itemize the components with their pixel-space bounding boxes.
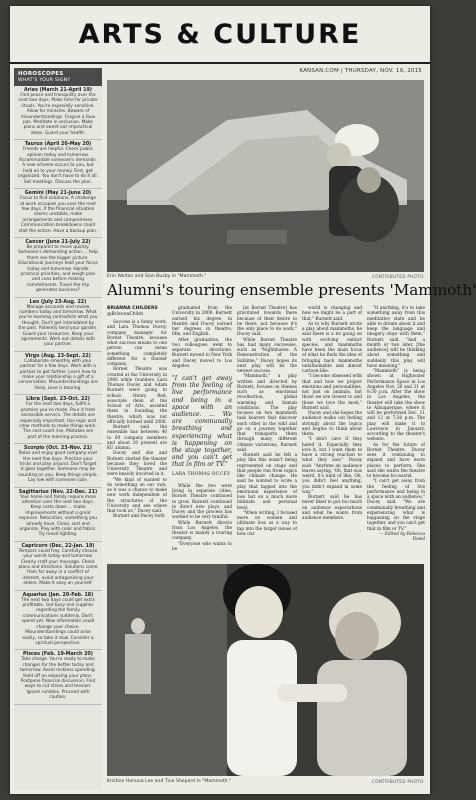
bottom-photo — [107, 564, 424, 776]
horoscope-sign — [14, 395, 102, 444]
article-paragraph: As for the future of Bornet Theatre, Ducey sees it continuing to expand and have more places to perform. She said she wants the theatre to become bi-coastal. — [367, 442, 425, 479]
article-paragraph: "Everyone who wants to be — [172, 541, 232, 552]
horoscope-sign — [14, 488, 102, 542]
article-column-5 — [367, 306, 425, 560]
horoscope-sign-text: Relax and enjoy good company over the next few days. Practice your tricks and play around. Don't forget it goes together. Someone may be counting on you. Keep things simple. Lay low with someone cute. — [18, 451, 98, 484]
article-paragraph: Burnett said he has never liked to put too much on audience expectations and what he wants from audience members. — [302, 495, 362, 521]
horoscopes-title: HOROSCOPES — [18, 71, 64, 77]
pull-quote-attribution: LARA THOMAS DUCEY — [172, 471, 231, 477]
top-photo-caption: Erin Walton and Sian Busby in "Mammoth." — [107, 274, 207, 279]
horoscope-sign-text: Manage accounts and review numbers today and tomorrow. What you're learning contradicts what you thought. Don't get intimidated by the past. Patiently tend your garden. Guard your resources. Keep your agreements. Work out details with your partner. — [18, 304, 98, 348]
article-paragraph: Ducey and she and Burnett started the theater because they loved the University Theatre and were heavily involved in it. — [107, 451, 167, 478]
article-paragraph: Bornet Theatre was created at the University in 2006 while founders Lara Thomas Ducey and Adam Burnett were going to school. Henry Red, associate dean of the School of Arts, assisted them in founding the theatre, which was not officially formed until 2008. — [107, 367, 167, 425]
horoscope-sign-name: Libra (Sept. 23-Oct. 22) — [26, 397, 90, 403]
article-paragraph: After graduation, the two colleagues went to separate directions. Burnett moved to New York and Ducey moved to Los Angeles. — [172, 337, 232, 369]
article-paragraph: [at Bornet Theatre] has gravitated towards there because of their desire to be there, not because it's the only place to do work," Ducey said. — [237, 306, 297, 338]
article-paragraph: "Mammoth" is being shown at Highwater Performance Space in Los Angeles Nov. 20 and 21 at 8:30 p.m. After the show in Los Angeles, the theater will take the show to Albuquerque, where it will be performed Dec. 11 and 12 at 7:30 p.m. The play will make it to Lawrence in January, according to the theater's website. — [367, 369, 425, 443]
article-headline: Alumni's touring ensemble presents 'Mammoth' — [107, 281, 476, 299]
article-paragraph: While Burnett directs from Los Angeles, the theater is mainly a touring company. — [172, 520, 232, 542]
horoscope-sign — [14, 298, 102, 352]
article-paragraph: "If anything, it's to take something away from this meditative state and be able to dream about it and keep the language and imagery stays with them," Burnett said. "And a month or two later, [the audience] will be thinking about something and suddenly this play will have meaning." — [367, 306, 425, 369]
horoscope-sign — [14, 650, 102, 704]
article-paragraph: graduated from the University in 2008. Burnett earned his degree in theatre and Ducey earned her degrees in theatre, film, and English. — [172, 306, 232, 338]
article-paragraph: "I can't get away from the feeling of live performance and being in a space with an audience," Ducey said. "We are communally breathing and experiencing what is happening on the stage together, and you can't get that in film or TV." — [367, 479, 425, 532]
horoscope-sign — [14, 352, 102, 395]
article-paragraph: Ducey and she hopes the audience walks out feeling strongly about the topics and begins to think about them. — [302, 411, 362, 437]
article-paragraph: Burnett said the ensemble has between 40 to 60 company members and about 20 present are KU alumni. — [107, 425, 167, 451]
horoscope-sign — [14, 542, 102, 591]
horoscope-sign-name: Scorpio (Oct. 23-Nov. 21) — [24, 446, 92, 452]
bottom-photo-caption: Kristine Hanuna Lee and Tina Shepard in "Mammoth." — [107, 779, 232, 784]
top-photo-credit: CONTRIBUTED PHOTO — [372, 274, 424, 279]
horoscope-sign-name: Gemini (May 21-June 20) — [24, 191, 92, 197]
horoscope-sign-name: Aries (March 21-April 19) — [23, 88, 92, 93]
article-paragraph: Success is a funny word, and Lara Thomas Ducey, company manager for Bornet Theatre, because what success means to one person can mean something completely different for a theater company. — [107, 320, 167, 367]
horoscope-sign-text: Friends are helpful. Check public opinion today and tomorrow. Accommodate someone's demands. A new scheme occurs to you, but hold on to your money. First, get organized. You don't have to do it all. Set meetings. Discuss the plan. — [18, 147, 98, 185]
horoscope-sign-name: Leo (July 23-Aug. 22) — [29, 299, 87, 305]
horoscope-sign-text: Take charge. You're ready to make changes for the better today and tomorrow. Avoid reckless spending. Hold off on exposing your plans. Postpone financial discussion. Find ways to cut stress and tension. Ignore rumbles. Proceed with caution. — [19, 657, 97, 701]
horoscope-sign-name: Virgo (Aug. 23-Sept. 22) — [25, 353, 91, 359]
article-paragraph: Burnett said he felt a play like this wasn't being represented on stage and that people run from topics like climate change. He said he wanted to write a play that tapped into the emotional experience of loss but on a much more intimate and personal level. — [237, 453, 297, 511]
horoscope-sign — [14, 444, 102, 487]
newspaper-page — [10, 6, 476, 794]
pull-quote-text: "I can't get away from the feeling of live performance and being in a space with an audience. ... We are communally breathing and experiencing what is happening on the stage together, and you can't get that in film or TV." — [172, 375, 232, 469]
top-photo-illustration — [107, 80, 424, 272]
horoscope-list — [14, 86, 102, 705]
article-paragraph: world is changing and how we might be a part of that," Burnett said. — [302, 306, 362, 322]
byline-handle: @BriannaChilds — [107, 311, 144, 317]
article-column-4 — [302, 306, 362, 560]
section-title: ARTS & CULTURE — [78, 19, 362, 50]
byline — [107, 306, 167, 317]
horoscope-sign-text: Find peace and tranquility over the next two days. Make time for private rituals. You're especially sensitive. Allow for miracles. Beware of misunderstandings. Forgive a faux pas. Meditate in seclusion. Make plans and sweet out impractical ideas. Guard your health. — [18, 93, 98, 136]
horoscope-sign-name: Aquarius (Jan. 20-Feb. 18) — [22, 592, 94, 598]
horoscope-sign — [14, 591, 102, 651]
top-photo — [107, 80, 424, 272]
pull-quote — [172, 375, 232, 478]
byline-name: BRIANNA CHILDERS — [107, 306, 158, 311]
horoscope-sign-text: Be prepared to move quickly. Someone's demanding action ... help them see the bigger picture. Educational journeys hold your focus today and tomorrow. Handle practical priorities, and weigh pros and cons before making commitments. Travel the trip generates business? — [18, 244, 98, 294]
horoscope-sign-name: Pisces (Feb. 19-March 20) — [23, 652, 93, 658]
horoscopes-subtitle: WHAT'S YOUR SIGN? — [18, 78, 71, 83]
horoscope-sign-text: Collaborate smoothly with your partner for a few days. Work with a partner to get farther. Learn how to make your relationship a gift of a conversation. Misunderstandings are likely. Love is bearing. — [18, 358, 98, 391]
horoscope-sign-name: Taurus (April 20-May 20) — [24, 142, 92, 148]
article-paragraph: As to why Burnett wrote a play about mammoths, he said there is a lot going on with evolving extinct species, and mammoths have been the main focus of what he finds the idea of bringing back mammoths unfathomable and almost cartoon-like. — [302, 321, 362, 374]
article-paragraph: "When writing, I focused more on women and ultimate loss as a way to tap into the larger issues of how our — [237, 510, 297, 537]
article-paragraph: While the two were living in separate cities, Bornet Theatre continued to grow. Burnett continued to direct new plays, and Ducey and the process has worked to be very tandful. — [172, 483, 232, 521]
article-column-3 — [237, 306, 297, 560]
horoscope-sign-name: Cancer (June 21-July 22) — [25, 239, 91, 245]
horoscope-sign — [14, 238, 102, 298]
article-paragraph: "Mammoth," a play written and directed by Burnett, focuses on themes such as emotional recollection, global warming and human conditions. The play focuses on two mammoth task bearers that discover each other in the wild and go on a journey together that transports them through many different climate variations, Burnett said. — [237, 374, 297, 453]
article-paragraph: "I become obsessed with that and how we project emotions and personalities, not just on animals, but those we are closest to and those we love the most," Burnett said. — [302, 374, 362, 411]
bottom-photo-illustration — [107, 564, 424, 776]
horoscope-sign-text: The next two days could get extra profitable. Get busy and supplies regarding the family communications suddenly. Don't spend yet. New information could change your choice. Misunderstandings could arise easily, so take it slow. Consider a spiritual perspective. — [21, 597, 95, 646]
article-column-1 — [107, 320, 167, 560]
horoscope-sign-text: Focus to find solutions. A challenge at work occupies you over the next few days. If the financial situation seems unstable, make arrangements and compromises. Communication breakdowns could stall the action. Have a backup plan. — [18, 196, 98, 234]
article-paragraph: "We kind of wanted to do something on our own, as it was a chance to make new work independent of the structures of the University and see where that took us," Ducey said. — [107, 477, 167, 514]
masthead — [10, 6, 430, 64]
dateline: KANSAN.COM | THURSDAY, NOV. 19, 2015 — [299, 68, 422, 74]
article-paragraph: Burnett and Ducey both — [113, 514, 165, 520]
horoscopes-sidebar — [14, 68, 102, 790]
horoscope-sign-text: For the next two days, fulfill a promise you've made. Pour it from accessible service. The details are especially important. Use logic and clear methods to make things work. The cost could rise. Mistakes are part of the learning process. — [19, 402, 97, 440]
article-paragraph: "I don't care if they hated it. Especially they love it, but I want them to have a strong reaction to what they saw," Ducey said. "Anytime an audience leaves saying, 'Oh, that was weird, it's kind of like, Oh, you didn't feel anything, you didn't expand in some way." — [302, 437, 362, 495]
horoscope-sign-text: Your home and family require more attention over the next two days. Keep costs down ... make improvements without a great expense. Relocation, something you already have. Clean, sort and organize. Play with color and fabric. Try mood lighting. — [18, 494, 98, 538]
editor-signoff: — Edited by Rebecca Dowd — [379, 531, 425, 542]
horoscope-sign — [14, 140, 102, 189]
horoscopes-header — [14, 68, 102, 86]
article-paragraph: While Bornet Theatre has had many successes, such as "Nightmares: A Demonstration of the Sublime," Ducey hopes its next play will be the newest success. — [237, 337, 297, 374]
horoscope-sign-name: Sagittarius (Nov. 22-Dec. 21) — [18, 489, 98, 495]
horoscope-sign-text: Tempers could fray. Carefully choose your words today and tomorrow. Clearly craft your message. Check plans and directions. Solutions come from far away in a conflict of interest, avoid antagonizing your elders. Make it easy on yourself. — [18, 548, 98, 587]
horoscope-sign — [14, 86, 102, 140]
bottom-photo-credit: CONTRIBUTED PHOTO — [372, 779, 424, 784]
horoscope-sign — [14, 189, 102, 238]
horoscope-sign-name: Capricorn (Dec. 22-Jan. 19) — [21, 543, 95, 549]
article-column-2 — [172, 306, 232, 560]
